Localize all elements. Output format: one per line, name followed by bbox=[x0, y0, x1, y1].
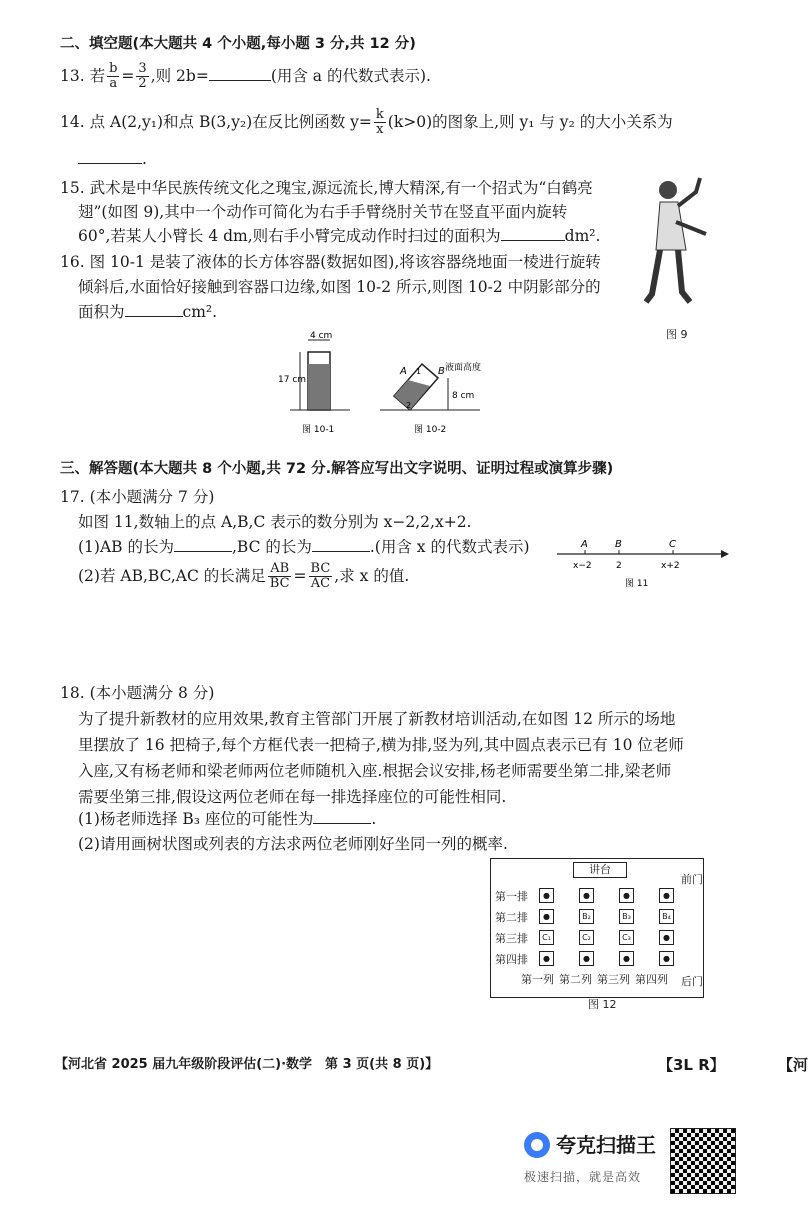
question-18-title: 18. (本小题满分 8 分) bbox=[60, 684, 215, 702]
seat: C₁ bbox=[539, 930, 554, 945]
seat: B₄ bbox=[659, 909, 674, 924]
footer-page-info: 【河北省 2025 届九年级阶段评估(二)·数学 第 3 页(共 8 页)】 bbox=[55, 1057, 439, 1072]
seat: ● bbox=[539, 951, 554, 966]
figure-10 bbox=[280, 330, 520, 436]
scanner-logo-icon bbox=[524, 1132, 550, 1158]
col-label: 第三列 bbox=[597, 973, 630, 986]
col-label: 第一列 bbox=[521, 973, 554, 986]
footer-edge-text: 【河 bbox=[778, 1056, 808, 1074]
question-18-line-4: 需要坐第三排,假设这两位老师在每一排选择座位的可能性相同. bbox=[78, 788, 507, 806]
question-17-part-1: (1)AB 的长为 ,BC 的长为 .(用含 x 的代数式表示) bbox=[78, 538, 530, 556]
question-18-part-2: (2)请用画树状图或列表的方法求两位老师刚好坐同一列的概率. bbox=[78, 835, 508, 853]
figure-12-seating-chart bbox=[490, 858, 704, 998]
column-labels bbox=[521, 971, 699, 987]
fig11-value-c: x+2 bbox=[661, 561, 680, 571]
col-label: 第二列 bbox=[559, 973, 592, 986]
figure-9-martial-artist bbox=[638, 172, 718, 322]
fig11-label-a: A bbox=[581, 539, 588, 550]
section-3-heading: 三、解答题(本大题共 8 个小题,共 72 分.解答应写出文字说明、证明过程或演算步骤) bbox=[60, 461, 614, 477]
seat: B₂ bbox=[579, 909, 594, 924]
figure-11-number-line bbox=[555, 536, 730, 592]
seat: ● bbox=[619, 951, 634, 966]
question-16-line-1: 16. 图 10-1 是装了液体的长方体容器(数据如图),将该容器绕地面一棱进行旋转 bbox=[60, 253, 601, 271]
question-14-answer-line: . bbox=[78, 150, 147, 169]
question-18-part-1: (1)杨老师选择 B₃ 座位的可能性为 . bbox=[78, 810, 377, 828]
fig10-angle-2: 2 bbox=[406, 401, 412, 410]
fig10-angle-1: 1 bbox=[416, 367, 422, 376]
row-label: 第一排 bbox=[495, 889, 528, 903]
row-label: 第三排 bbox=[495, 931, 528, 945]
seat: C₃ bbox=[619, 930, 634, 945]
seat: ● bbox=[659, 951, 674, 966]
seat: ● bbox=[539, 909, 554, 924]
fig11-value-a: x−2 bbox=[573, 561, 592, 571]
row-label: 第四排 bbox=[495, 952, 528, 966]
fig11-caption: 图 11 bbox=[625, 579, 649, 589]
seat-row bbox=[495, 906, 699, 927]
scanner-slogan: 极速扫描，就是高效 bbox=[524, 1170, 642, 1184]
question-18-line-2: 里摆放了 16 把椅子,每个方框代表一把椅子,横为排,竖为列,其中圆点表示已有 10 位老师 bbox=[78, 736, 684, 754]
question-18-line-1: 为了提升新教材的应用效果,教育主管部门开展了新教材培训活动,在如图 12 所示的场地 bbox=[78, 710, 676, 728]
back-door: 后门 bbox=[681, 975, 703, 988]
question-18-line-3: 入座,又有杨老师和梁老师两位老师随机入座.根据会议安排,杨老师需要坐第二排,梁老师 bbox=[78, 762, 672, 780]
fig10-label-a: A bbox=[400, 366, 407, 377]
question-17-part-2: (2)若 AB,BC,AC 的长满足 $\frac{AB}{BC}$ = $\frac{BC}{AC}$ ,求 x 的值. bbox=[78, 561, 410, 592]
question-15-line-2: 翅”(如图 9),其中一个动作可简化为右手手臂绕肘关节在竖直平面内旋转 bbox=[78, 203, 568, 221]
section-2-heading: 二、填空题(本大题共 4 个小题,每小题 3 分,共 12 分) bbox=[60, 36, 416, 52]
fig11-label-b: B bbox=[615, 539, 622, 550]
row-label: 第二排 bbox=[495, 910, 528, 924]
seat-row bbox=[495, 885, 699, 906]
footer-code: 【3L R】 bbox=[658, 1056, 725, 1074]
fig10-caption-2: 图 10-2 bbox=[414, 425, 447, 435]
question-13: 13. 若 $\frac{b}{a}$ = $\frac{3}{2}$ ,则 2b= (用含 a 的代数式表示). bbox=[60, 61, 431, 92]
seat: ● bbox=[619, 888, 634, 903]
seat: B₃ bbox=[619, 909, 634, 924]
fig10-level-label: 液面高度 bbox=[445, 363, 482, 373]
fig10-width-label: 4 cm bbox=[310, 331, 333, 341]
fig11-label-c: C bbox=[669, 539, 676, 550]
question-16-line-3: 面积为 cm². bbox=[78, 303, 218, 321]
seat: ● bbox=[659, 888, 674, 903]
fig10-caption-1: 图 10-1 bbox=[302, 425, 335, 435]
question-15-line-3: 60°,若某人小臂长 4 dm,则右手小臂完成动作时扫过的面积为 dm². bbox=[78, 227, 601, 245]
seat-row bbox=[495, 927, 699, 948]
seat: C₂ bbox=[579, 930, 594, 945]
answer-blank bbox=[209, 67, 271, 81]
question-17-title: 17. (本小题满分 7 分) bbox=[60, 488, 215, 506]
question-14: 14. 点 A(2,y₁)和点 B(3,y₂)在反比例函数 y= $\frac{k}{x}$ (k>0)的图象上,则 y₁ 与 y₂ 的大小关系为 bbox=[60, 107, 673, 138]
seat: ● bbox=[579, 951, 594, 966]
figure-9-caption: 图 9 bbox=[666, 328, 688, 341]
seat: ● bbox=[579, 888, 594, 903]
fig11-value-b: 2 bbox=[616, 561, 622, 571]
scanner-app-name: 夸克扫描王 bbox=[556, 1133, 656, 1157]
seat-row bbox=[495, 948, 699, 969]
figure-12-caption: 图 12 bbox=[588, 998, 617, 1011]
question-17-intro: 如图 11,数轴上的点 A,B,C 表示的数分别为 x−2,2,x+2. bbox=[78, 513, 472, 531]
question-16-line-2: 倾斜后,水面恰好接触到容器口边缘,如图 10-2 所示,则图 10-2 中阴影部分的 bbox=[78, 278, 601, 296]
question-15-line-1: 15. 武术是中华民族传统文化之瑰宝,源远流长,博大精深,有一个招式为“白鹤亮 bbox=[60, 179, 593, 197]
stage: 讲台 bbox=[573, 862, 627, 878]
fig10-height-label: 17 cm bbox=[278, 375, 307, 385]
seat: ● bbox=[659, 930, 674, 945]
fig10-depth-label: 8 cm bbox=[452, 391, 475, 401]
seat-grid bbox=[495, 885, 699, 987]
qr-code-icon bbox=[670, 1128, 736, 1194]
front-door: 前门 bbox=[681, 873, 703, 886]
col-label: 第四列 bbox=[635, 973, 668, 986]
seat: ● bbox=[539, 888, 554, 903]
fig10-label-b: B bbox=[438, 366, 445, 377]
